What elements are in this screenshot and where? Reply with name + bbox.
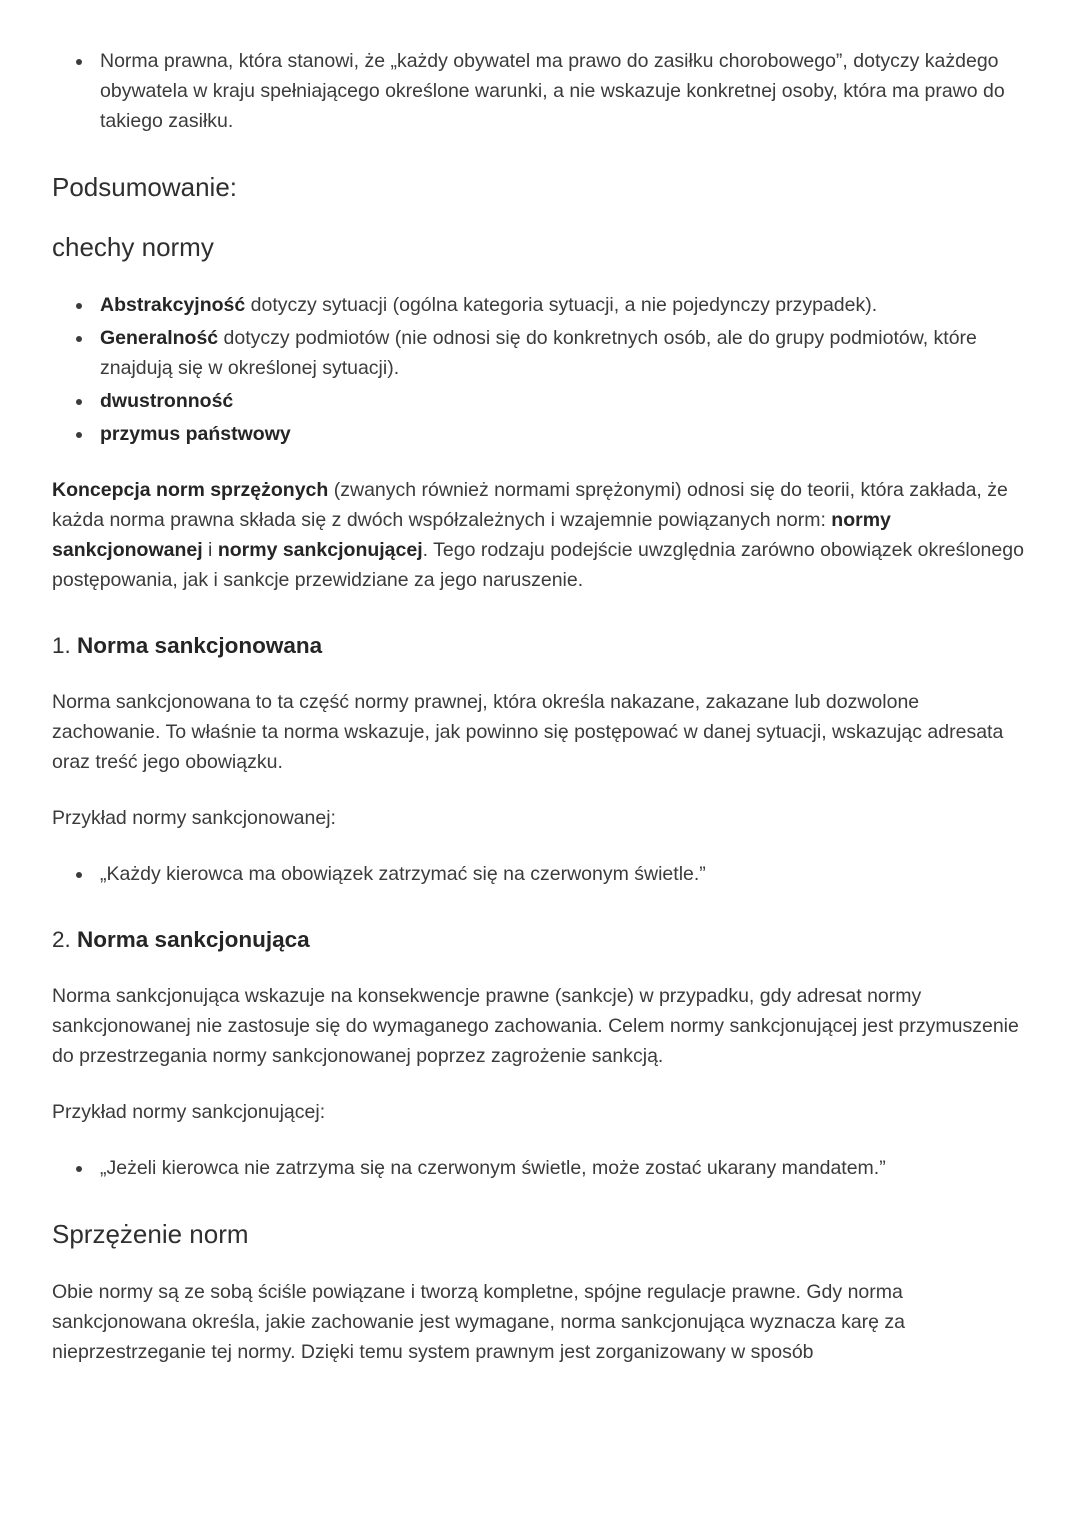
section-number: 2. bbox=[52, 927, 78, 952]
heading-cechy-normy: chechy normy bbox=[52, 232, 214, 262]
intro-list bbox=[52, 46, 1012, 136]
feature-term: dwustronność bbox=[100, 390, 234, 412]
koncepcja-term: normy sankcjonującej bbox=[217, 539, 423, 561]
section-title: Norma sankcjonująca bbox=[77, 927, 310, 952]
feature-desc: dotyczy podmiotów (nie odnosi się do konkretnych osób, ale do grupy podmiotów, które znajdują się w określonej sytuacji). bbox=[100, 327, 977, 379]
section-number: 1. bbox=[52, 633, 78, 658]
section2-example-label: Przykład normy sankcjonującej: bbox=[52, 1101, 326, 1123]
feature-term: Abstrakcyjność bbox=[100, 294, 246, 316]
section1-paragraph: Norma sankcjonowana to ta część normy prawnej, która określa nakazane, zakazane lub dozwolone zachowanie. To właśnie ta norma wskazuje, jak powinno się postępować w danej sytuacji, wskazując adresata oraz treść jego obowiązku. bbox=[52, 691, 1004, 773]
heading-sprzezenie: Sprzężenie norm bbox=[52, 1219, 249, 1249]
features-list bbox=[52, 290, 1012, 449]
section1-heading bbox=[52, 631, 1028, 661]
section2-example-list bbox=[52, 1153, 1012, 1183]
list-item bbox=[94, 419, 1012, 449]
section2-paragraph: Norma sankcjonująca wskazuje na konsekwencje prawne (sankcje) w przypadku, gdy adresat normy sankcjonowanej nie zastosuje się do wymaganego zachowania. Celem normy sankcjonującej jest przymuszenie do przestrzegania normy sankcjonowanej poprzez zagrożenie sankcją. bbox=[52, 985, 1019, 1067]
feature-term: Generalność bbox=[100, 327, 219, 349]
intro-bullet-text: Norma prawna, która stanowi, że „każdy obywatel ma prawo do zasiłku chorobowego”, dotyczy każdego obywatela w kraju spełniającego określone warunki, a nie wskazuje konkretnej osoby, która ma prawo do takiego zasiłku. bbox=[100, 50, 1005, 132]
list-item bbox=[94, 323, 1012, 383]
koncepcja-term: normy sankcjonowanej bbox=[52, 509, 891, 561]
section2-heading bbox=[52, 925, 1028, 955]
koncepcja-paragraph bbox=[52, 475, 1028, 595]
example-quote: „Jeżeli kierowca nie zatrzyma się na czerwonym świetle, może zostać ukarany mandatem.” bbox=[100, 1157, 886, 1179]
koncepcja-text: i bbox=[202, 539, 218, 561]
section1-example-label: Przykład normy sankcjonowanej: bbox=[52, 807, 336, 829]
section-title: Norma sankcjonowana bbox=[77, 633, 323, 658]
list-item bbox=[94, 290, 1012, 320]
list-item bbox=[94, 1153, 1012, 1183]
koncepcja-text: (zwanych również normami sprężonymi) odnosi się do teorii, która zakłada, że każda norma prawna składa się z dwóch współzależnych i wzajemnie powiązanych norm: bbox=[52, 479, 1008, 531]
section1-example-list bbox=[52, 859, 1012, 889]
feature-desc: dotyczy sytuacji (ogólna kategoria sytuacji, a nie pojedynczy przypadek). bbox=[245, 294, 878, 316]
list-item bbox=[94, 859, 1012, 889]
koncepcja-text: . Tego rodzaju podejście uwzględnia zarówno obowiązek określonego postępowania, jak i sankcje przewidziane za jego naruszenie. bbox=[52, 539, 1024, 591]
example-quote: „Każdy kierowca ma obowiązek zatrzymać się na czerwonym świetle.” bbox=[100, 863, 706, 885]
feature-term: przymus państwowy bbox=[100, 423, 291, 445]
sprzezenie-paragraph: Obie normy są ze sobą ściśle powiązane i tworzą kompletne, spójne regulacje prawne. Gdy norma sankcjonowana określa, jakie zachowanie jest wymagane, norma sankcjonująca wyznacza karę za nieprzestrzeganie tej normy. Dzięki temu system prawnym jest zorganizowany w sposób bbox=[52, 1281, 906, 1363]
heading-podsumowanie: Podsumowanie: bbox=[52, 172, 237, 202]
list-item bbox=[94, 46, 1012, 136]
list-item bbox=[94, 386, 1012, 416]
koncepcja-term: Koncepcja norm sprzężonych bbox=[52, 479, 329, 501]
